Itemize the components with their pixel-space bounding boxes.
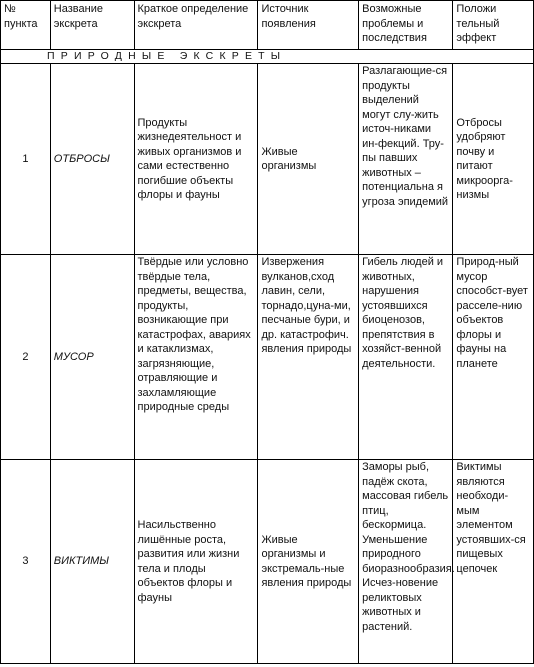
header-positive: Положи тельный эффект: [453, 1, 534, 50]
row-num: 3: [1, 460, 51, 664]
row-num: 2: [1, 255, 51, 460]
row-name: ВИКТИМЫ: [50, 460, 134, 664]
section-row: [1, 50, 534, 64]
row-positive: Природ-ный мусор способст-вует расселе-нию объектов флоры и фауны на планете: [453, 255, 534, 460]
section-title: ПРИРОДНЫЕ ЭКСКРЕТЫ: [1, 50, 534, 64]
row-problems: Заморы рыб, падёж скота, массовая гибель птиц, бескормица. Уменьшение природного биоразнообразия. Исчез-новение реликтовых животных и растений.: [359, 460, 453, 664]
row-source: Живые организмы: [258, 64, 359, 255]
row-source: Извержения вулканов,сход лавин, сели, торнадо,цуна-ми, песчаные бури, и др. катастрофич. явления природы: [258, 255, 359, 460]
row-definition: Насильственно лишённые роста, развития или жизни тела и плоды объектов флоры и фауны: [134, 460, 258, 664]
table-row: [1, 64, 534, 255]
row-source: Живые организмы и экстремаль-ные явления природы: [258, 460, 359, 664]
row-name: ОТБРОСЫ: [50, 64, 134, 255]
header-definition: Краткое определение экскрета: [134, 1, 258, 50]
row-positive: Отбросы удобряют почву и питают микроорга-низмы: [453, 64, 534, 255]
table-row: [1, 460, 534, 664]
header-source: Источник появления: [258, 1, 359, 50]
row-positive: Виктимы являются необходи-мым элементом устоявших-ся пищевых цепочек: [453, 460, 534, 664]
row-definition: Продукты жизнедеятельност и живых организмов и сами естественно погибшие объекты флоры и фауны: [134, 64, 258, 255]
row-definition: Твёрдые или условно твёрдые тела, предметы, вещества, продукты, возникающие при катастрофах, авариях и катаклизмах, загрязняющие, отравляющие и захламляющие природные среды: [134, 255, 258, 460]
row-num: 1: [1, 64, 51, 255]
table-row: [1, 255, 534, 460]
header-num: № пункта: [1, 1, 51, 50]
row-problems: Разлагающие-ся продукты выделений могут слу-жить источ-никами ин-фекций. Тру-пы павших животных – потенциальна я угроза эпидемий: [359, 64, 453, 255]
row-problems: Гибель людей и животных, нарушения устоявшихся биоценозов, препятствия в хозяйст-венной деятельности.: [359, 255, 453, 460]
row-name: МУСОР: [50, 255, 134, 460]
header-name: Название экскрета: [50, 1, 134, 50]
header-problems: Возможные проблемы и последствия: [359, 1, 453, 50]
header-row: [1, 1, 534, 50]
